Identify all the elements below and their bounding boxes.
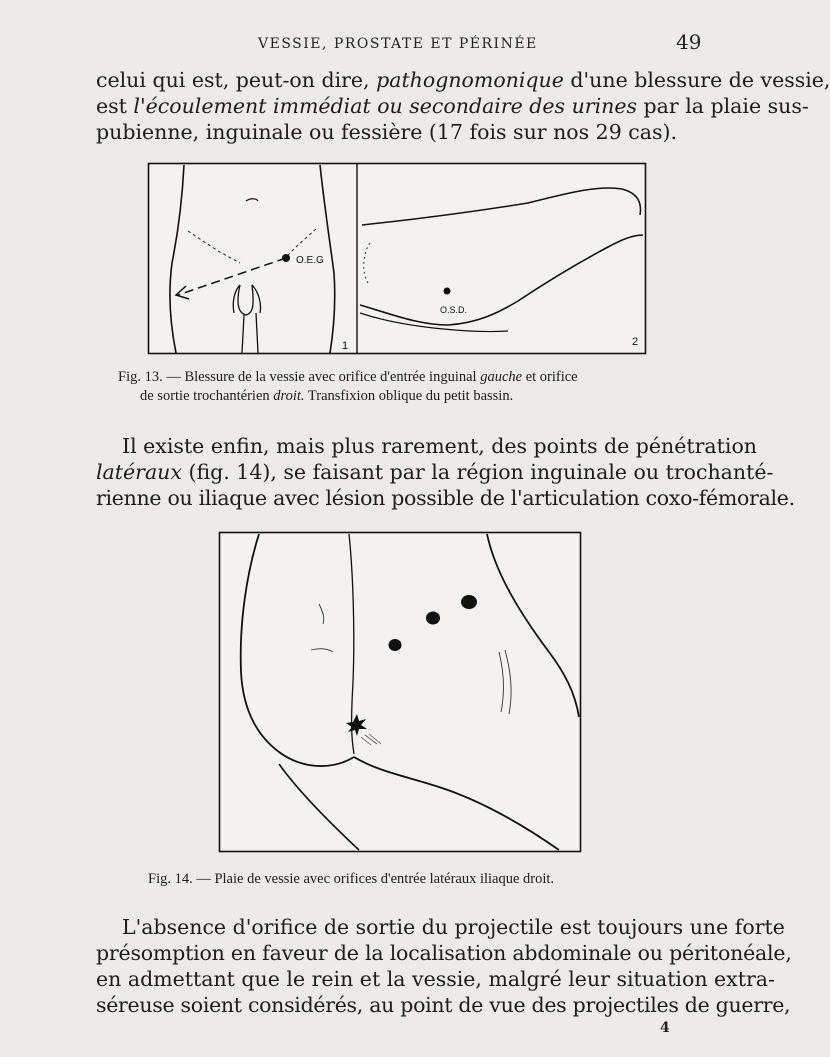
entry-wound-1 — [461, 595, 477, 609]
figure-14-caption: Fig. 14. — Plaie de vessie avec orifices d'entrée latéraux iliaque droit. — [148, 871, 555, 887]
text-run: de sortie trochantérien — [140, 388, 274, 404]
entry-wound-3 — [389, 639, 402, 651]
text-run: (fig. 14), se faisant par la région inguinale ou trochanté- — [181, 460, 774, 484]
figure-14-frame — [220, 533, 581, 852]
paragraph-3-line-1: L'absence d'orifice de sortie du projectile est toujours une forte — [122, 915, 785, 939]
paragraph-2-line-2 — [96, 459, 774, 485]
figure-13 — [148, 163, 646, 354]
emphasis-text: droit. — [273, 388, 305, 404]
entry-wound-2 — [426, 612, 440, 625]
paragraph-1-line-2 — [96, 93, 809, 119]
paragraph-1 — [96, 67, 830, 145]
paragraph-1-line-1 — [96, 67, 830, 93]
running-title: VESSIE, PROSTATE ET PÉRINÉE — [258, 36, 538, 52]
text-run: par la plaie sus- — [637, 94, 809, 118]
emphasis-text: l'écoulement immédiat ou secondaire des urines — [133, 94, 638, 118]
paragraph-3-line-2: présomption en faveur de la localisation abdominale ou péritonéale, — [96, 941, 792, 965]
figure-13-caption — [118, 368, 678, 406]
paragraph-2-line-3: rienne ou iliaque avec lésion possible de l'articulation coxo-fémorale. — [96, 486, 795, 510]
exit-label: O.S.D. — [440, 305, 468, 315]
exit-orifice-dot — [444, 288, 451, 295]
signature-mark: 4 — [660, 1020, 670, 1036]
panel-1-number: 1 — [342, 340, 349, 352]
caption-line-1 — [118, 368, 678, 387]
emphasis-text: gauche — [480, 369, 523, 385]
paragraph-3-line-4: séreuse soient considérés, au point de vue des projectiles de guerre, — [96, 993, 791, 1017]
figure-14 — [219, 532, 581, 852]
emphasis-text: pathognomonique — [376, 68, 564, 92]
text-run: Transfixion oblique du petit bassin. — [304, 388, 514, 404]
figure-13-drawing — [148, 163, 646, 354]
caption-line-2 — [118, 387, 678, 406]
entry-orifice-dot — [282, 254, 290, 262]
paragraph-2 — [96, 433, 795, 511]
text-run: d'une blessure de vessie, — [563, 68, 830, 92]
caption-prefix: Fig. 13. — — [118, 369, 185, 385]
figure-14-drawing — [219, 532, 581, 852]
text-run: est — [96, 94, 134, 118]
entry-label: O.E.G — [296, 255, 324, 266]
text-run: celui qui est, peut-on dire, — [96, 68, 377, 92]
text-run: Blessure de la vessie avec orifice d'entrée inguinal — [184, 369, 481, 385]
panel-2-number: 2 — [632, 336, 639, 348]
text-run: et orifice — [522, 369, 578, 385]
page-number: 49 — [676, 30, 702, 54]
paragraph-1-line-3: pubienne, inguinale ou fessière (17 fois sur nos 29 cas). — [96, 120, 678, 144]
paragraph-3-line-3: en admettant que le rein et la vessie, malgré leur situation extra- — [96, 967, 775, 991]
paragraph-3 — [96, 914, 792, 1018]
paragraph-2-line-1: Il existe enfin, mais plus rarement, des points de pénétration — [122, 434, 757, 458]
emphasis-text: latéraux — [96, 460, 182, 484]
